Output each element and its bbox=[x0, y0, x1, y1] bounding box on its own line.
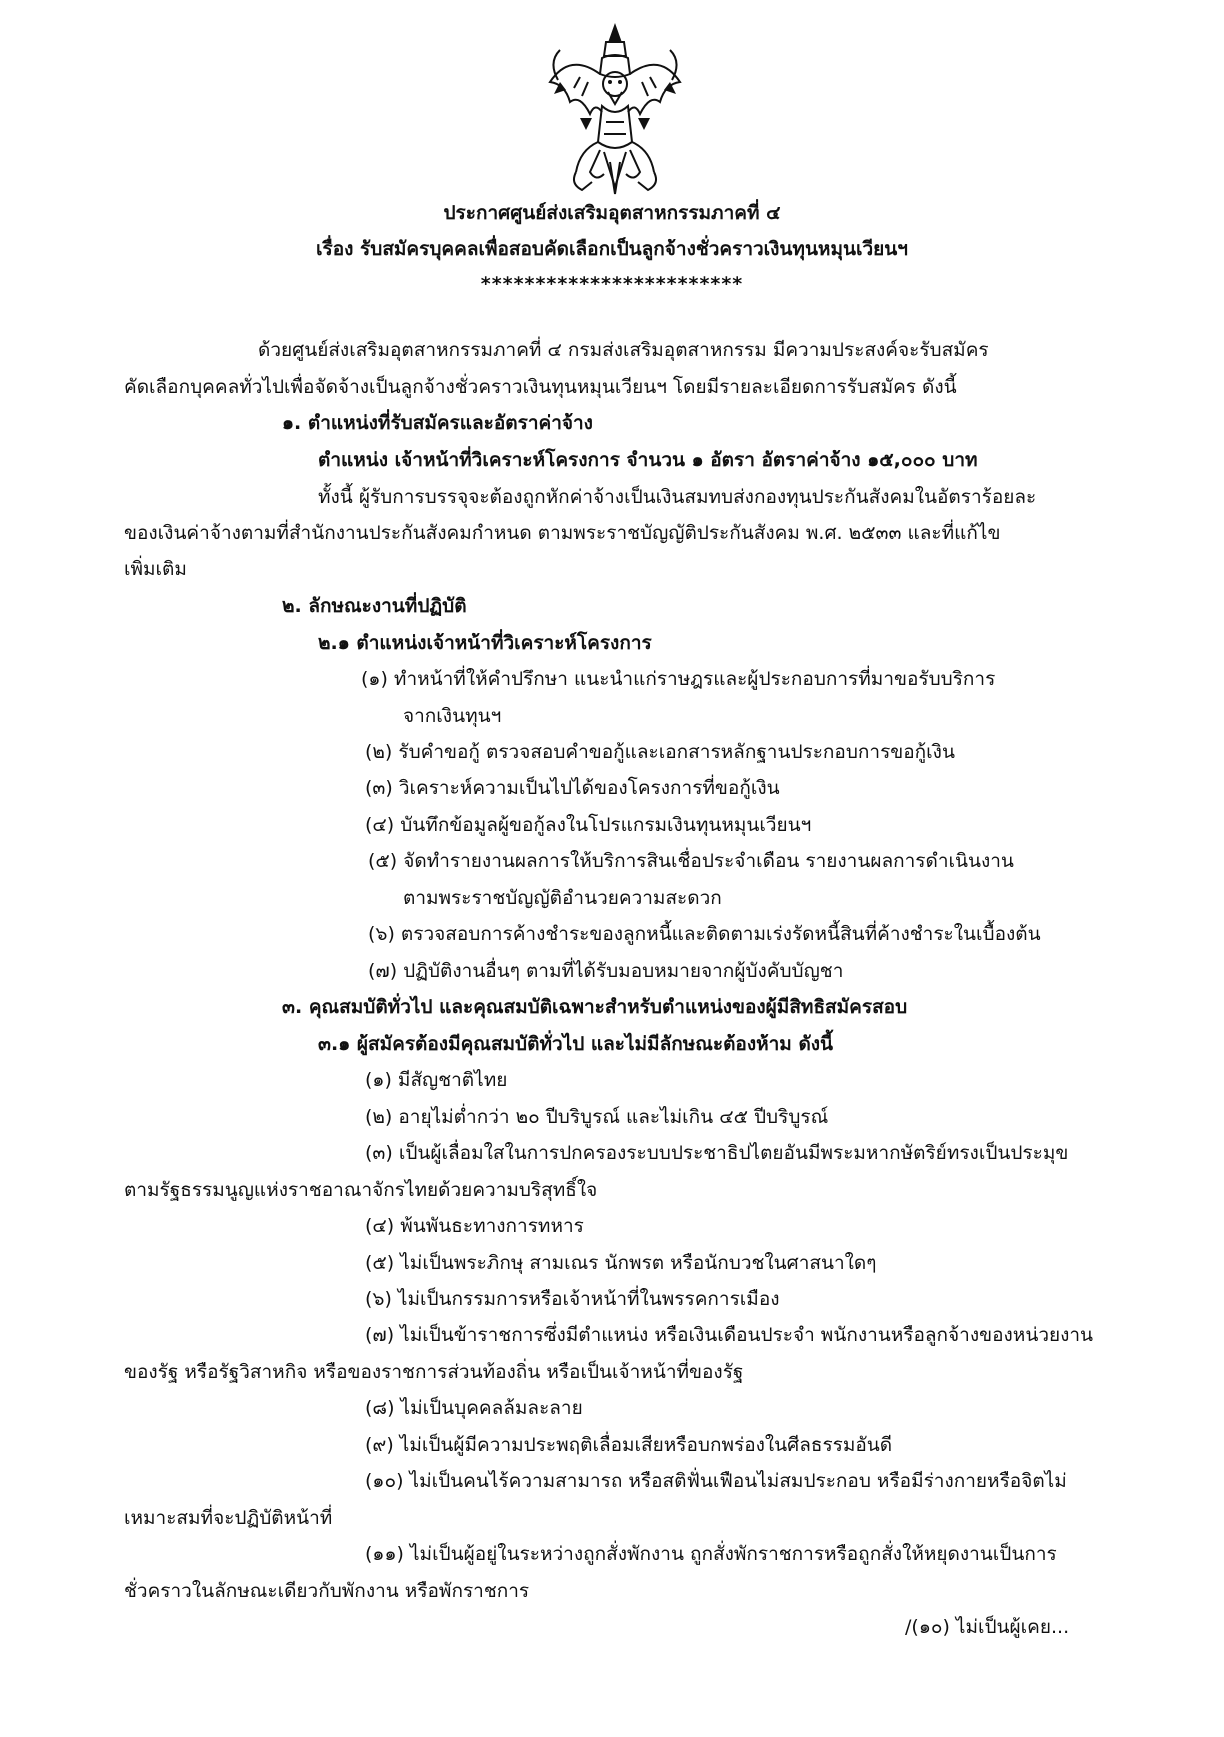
qualification-5: (๕) ไม่เป็นพระภิกษุ สามเณร นักพรต หรือนักบวชในศาสนาใดๆ bbox=[365, 1252, 877, 1274]
qualification-3: (๓) เป็นผู้เลื่อมใสในการปกครองระบบประชาธิปไตยอันมีพระมหากษัตริย์ทรงเป็นประมุข bbox=[365, 1142, 1069, 1164]
duty-item-4: (๔) บันทึกข้อมูลผู้ขอกู้ลงในโปรแกรมเงินทุนหมุนเวียนฯ bbox=[365, 814, 812, 836]
qualification-7-cont: ของรัฐ หรือรัฐวิสาหกิจ หรือของราชการส่วนท้องถิ่น หรือเป็นเจ้าหน้าที่ของรัฐ bbox=[124, 1361, 744, 1383]
qualification-11: (๑๑) ไม่เป็นผู้อยู่ในระหว่างถูกสั่งพักงาน ถูกสั่งพักราชการหรือถูกสั่งให้หยุดงานเป็นการ bbox=[365, 1543, 1057, 1565]
duty-item-5: (๕) จัดทำรายงานผลการให้บริการสินเชื่อประจำเดือน รายงานผลการดำเนินงาน bbox=[368, 850, 1014, 872]
social-security-line-1: ทั้งนี้ ผู้รับการบรรจุจะต้องถูกหักค่าจ้างเป็นเงินสมทบส่งกองทุนประกันสังคมในอัตราร้อยละ bbox=[318, 486, 1037, 508]
position-line: ตำแหน่ง เจ้าหน้าที่วิเคราะห์โครงการ จำนวน ๑ อัตรา อัตราค่าจ้าง ๑๕,๐๐๐ บาท bbox=[318, 449, 978, 471]
qualification-10: (๑๐) ไม่เป็นคนไร้ความสามารถ หรือสติฟั่นเฟือนไม่สมประกอบ หรือมีร่างกายหรือจิตไม่ bbox=[365, 1470, 1067, 1492]
qualification-1: (๑) มีสัญชาติไทย bbox=[365, 1069, 508, 1091]
duty-item-7: (๗) ปฏิบัติงานอื่นๆ ตามที่ได้รับมอบหมายจากผู้บังคับบัญชา bbox=[368, 960, 844, 982]
duty-item-2: (๒) รับคำขอกู้ ตรวจสอบคำขอกู้และเอกสารหลักฐานประกอบการขอกู้เงิน bbox=[365, 741, 955, 763]
qualification-11-cont: ชั่วคราวในลักษณะเดียวกับพักงาน หรือพักราชการ bbox=[124, 1580, 530, 1602]
garuda-emblem-icon bbox=[540, 22, 690, 197]
continued-note: /(๑๐) ไม่เป็นผู้เคย... bbox=[905, 1616, 1070, 1638]
duty-item-1-cont: จากเงินทุนฯ bbox=[403, 705, 502, 727]
social-security-line-2: ของเงินค่าจ้างตามที่สำนักงานประกันสังคมกำหนด ตามพระราชบัญญัติประกันสังคม พ.ศ. ๒๕๓๓ และที่แก้ไข bbox=[124, 522, 1001, 544]
announcement-subject: เรื่อง รับสมัครบุคคลเพื่อสอบคัดเลือกเป็นลูกจ้างชั่วคราวเงินทุนหมุนเวียนฯ bbox=[316, 238, 908, 260]
section-3-heading: ๓. คุณสมบัติทั่วไป และคุณสมบัติเฉพาะสำหรับตำแหน่งของผู้มีสิทธิสมัครสอบ bbox=[282, 996, 908, 1018]
duty-item-3: (๓) วิเคราะห์ความเป็นไปได้ของโครงการที่ขอกู้เงิน bbox=[365, 777, 780, 799]
qualification-2: (๒) อายุไม่ต่ำกว่า ๒๐ ปีบริบูรณ์ และไม่เกิน ๔๕ ปีบริบูรณ์ bbox=[365, 1106, 829, 1128]
social-security-line-3: เพิ่มเติม bbox=[124, 558, 187, 580]
qualification-6: (๖) ไม่เป็นกรรมการหรือเจ้าหน้าที่ในพรรคการเมือง bbox=[365, 1288, 780, 1310]
section-2-1-heading: ๒.๑ ตำแหน่งเจ้าหน้าที่วิเคราะห์โครงการ bbox=[318, 632, 652, 654]
section-3-1-heading: ๓.๑ ผู้สมัครต้องมีคุณสมบัติทั่วไป และไม่มีลักษณะต้องห้าม ดังนี้ bbox=[318, 1033, 834, 1055]
intro-line-1: ด้วยศูนย์ส่งเสริมอุตสาหกรรมภาคที่ ๔ กรมส่งเสริมอุตสาหกรรม มีความประสงค์จะรับสมัคร bbox=[258, 339, 989, 361]
qualification-3-cont: ตามรัฐธรรมนูญแห่งราชอาณาจักรไทยด้วยความบริสุทธิ์ใจ bbox=[124, 1179, 598, 1201]
announcement-title: ประกาศศูนย์ส่งเสริมอุตสาหกรรมภาคที่ ๔ bbox=[443, 202, 781, 224]
qualification-9: (๙) ไม่เป็นผู้มีความประพฤติเลื่อมเสียหรือบกพร่องในศีลธรรมอันดี bbox=[365, 1434, 893, 1456]
duty-item-5-cont: ตามพระราชบัญญัติอำนวยความสะดวก bbox=[403, 887, 722, 909]
qualification-10-cont: เหมาะสมที่จะปฏิบัติหน้าที่ bbox=[124, 1507, 333, 1529]
qualification-7: (๗) ไม่เป็นข้าราชการซึ่งมีตำแหน่ง หรือเงินเดือนประจำ พนักงานหรือลูกจ้างของหน่วยงาน bbox=[365, 1324, 1094, 1346]
qualification-4: (๔) พ้นพันธะทางการทหาร bbox=[365, 1215, 584, 1237]
section-1-heading: ๑. ตำแหน่งที่รับสมัครและอัตราค่าจ้าง bbox=[282, 412, 593, 434]
section-2-heading: ๒. ลักษณะงานที่ปฏิบัติ bbox=[282, 595, 467, 617]
duty-item-1: (๑) ทำหน้าที่ให้คำปรึกษา แนะนำแก่ราษฎรและผู้ประกอบการที่มาขอรับบริการ bbox=[361, 668, 996, 690]
qualification-8: (๘) ไม่เป็นบุคคลล้มละลาย bbox=[365, 1397, 583, 1419]
title-divider: ************************ bbox=[480, 273, 744, 295]
intro-line-2: คัดเลือกบุคคลทั่วไปเพื่อจัดจ้างเป็นลูกจ้างชั่วคราวเงินทุนหมุนเวียนฯ โดยมีรายละเอียดการรับสมัคร ดังนี้ bbox=[124, 376, 957, 398]
duty-item-6: (๖) ตรวจสอบการค้างชำระของลูกหนี้และติดตามเร่งรัดหนี้สินที่ค้างชำระในเบื้องต้น bbox=[368, 923, 1041, 945]
